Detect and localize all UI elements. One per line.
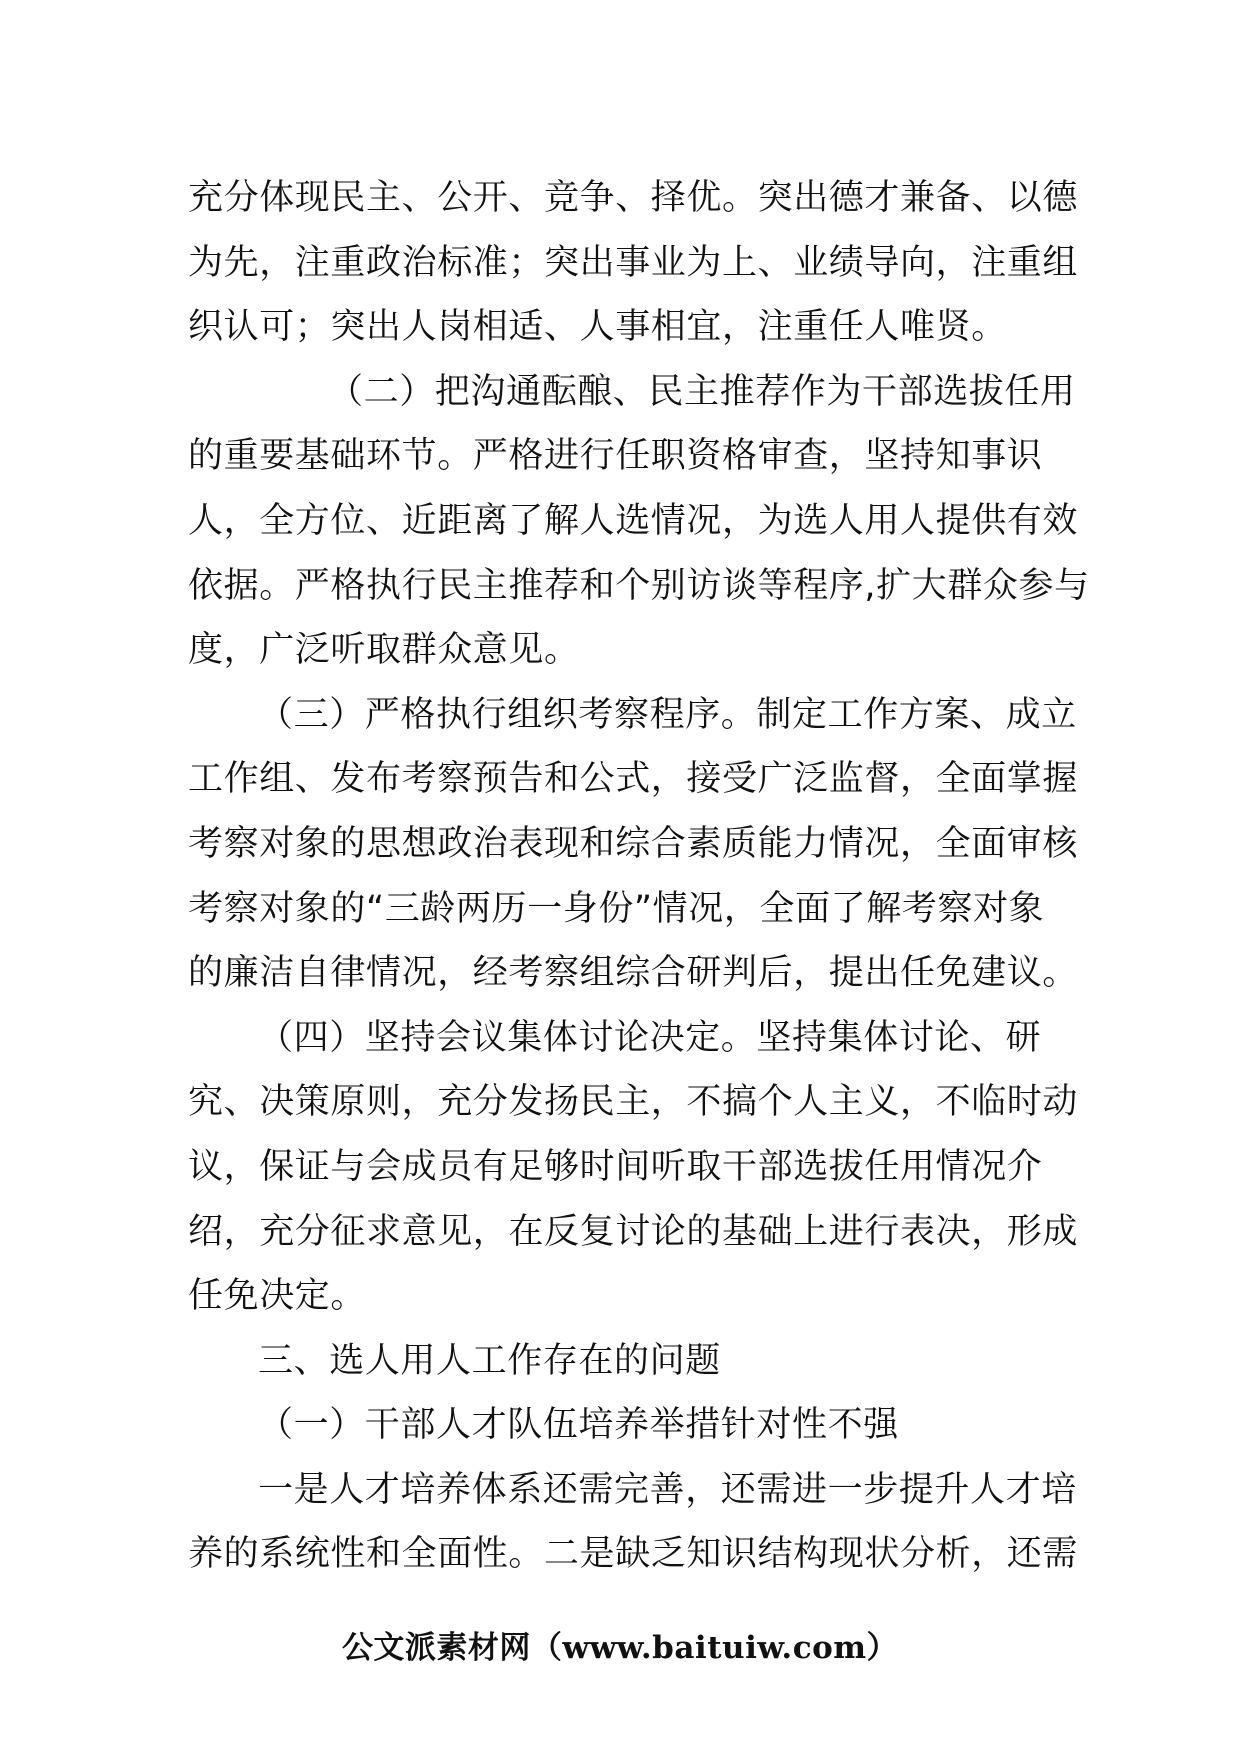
- text-line: 依据。严格执行民主推荐和个别访谈等程序,扩大群众参与: [188, 565, 1090, 606]
- text-line: 人，全方位、近距离了解人选情况，为选人用人提供有效: [188, 500, 1079, 541]
- text-line: 织认可；突出人岗相适、人事相宜，注重任人唯贤。: [188, 307, 1007, 348]
- text-line: 度，广泛听取群众意见。: [188, 630, 580, 671]
- footer-watermark: 公文派素材网（www.baituiw.com）: [341, 1630, 899, 1666]
- text-line: 一是人才培养体系还需完善，还需进一步提升人才培: [258, 1469, 1077, 1510]
- text-line: 议，保证与会成员有足够时间听取干部选拔任用情况介: [188, 1146, 1043, 1187]
- text-line: 究、决策原则，充分发扬民主，不搞个人主义，不临时动: [188, 1082, 1079, 1123]
- section-heading-line: （二）把沟通酝酿、民主推荐作为干部选拔任用: [328, 371, 1076, 412]
- text-line: 养的系统性和全面性。二是缺乏知识结构现状分析，还需: [188, 1534, 1079, 1575]
- text-line: 任免决定。: [188, 1276, 367, 1317]
- chapter-heading-line: 三、选人用人工作存在的问题: [258, 1340, 721, 1381]
- text-line: 考察对象的思想政治表现和综合素质能力情况，全面审核: [188, 823, 1079, 864]
- section-heading-line: （一）干部人才队伍培养举措针对性不强: [258, 1405, 899, 1446]
- text-line: 充分体现民主、公开、竞争、择优。突出德才兼备、以德: [188, 178, 1079, 218]
- text-line: 考察对象的“三龄两历一身份”情况，全面了解考察对象: [188, 888, 1045, 929]
- text-line: 的廉洁自律情况，经考察组综合研判后，提出任免建议。: [188, 953, 1079, 994]
- document-body: [188, 166, 1090, 1587]
- section-heading-line: （四）坚持会议集体讨论决定。坚持集体讨论、研: [258, 1017, 1042, 1058]
- text-line: 工作组、发布考察预告和公式，接受广泛监督，全面掌握: [188, 759, 1079, 800]
- text-line: 的重要基础环节。严格进行任职资格审查，坚持知事识: [188, 436, 1043, 477]
- text-line: 为先，注重政治标准；突出事业为上、业绩导向，注重组: [188, 242, 1079, 283]
- section-heading-line: （三）严格执行组织考察程序。制定工作方案、成立: [258, 694, 1077, 735]
- text-line: 绍，充分征求意见，在反复讨论的基础上进行表决，形成: [188, 1211, 1079, 1252]
